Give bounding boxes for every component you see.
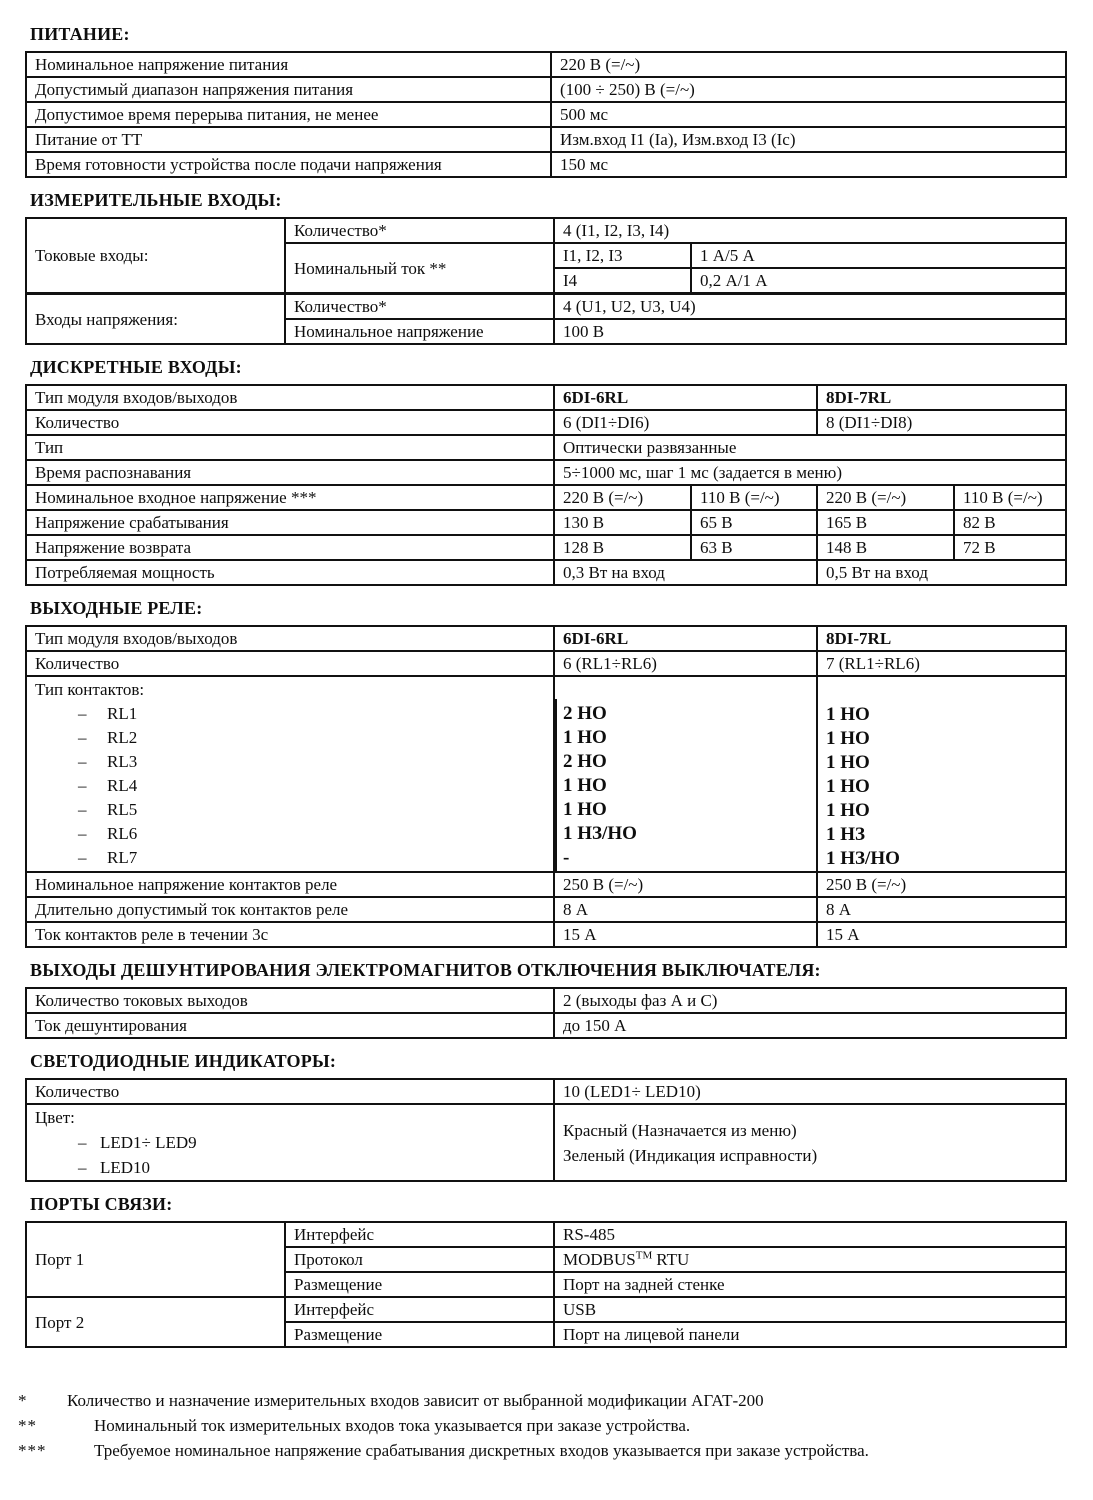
led-color-row (26, 1104, 1066, 1181)
relay-name: RL4 (107, 776, 138, 795)
table-row (26, 152, 1066, 177)
spec-label: Тип модуля входов/выходов (26, 626, 554, 651)
table-row (26, 560, 1066, 585)
table-row (26, 385, 1066, 410)
led-indicators-table (25, 1078, 1067, 1182)
list-dash: – (78, 728, 87, 747)
spec-value: 165 В (817, 510, 954, 535)
spec-label: Потребляемая мощность (26, 560, 554, 585)
spec-value: 5÷1000 мс, шаг 1 мс (задается в меню) (554, 460, 1066, 485)
footnote-marker: *** (18, 1441, 47, 1460)
spec-value: RS-485 (554, 1222, 1066, 1247)
contact-value: 1 НО (826, 704, 870, 725)
spec-value: 2 (выходы фаз А и С) (554, 988, 1066, 1013)
contact-value: 1 НО (826, 752, 870, 773)
spec-value: 0,2 А/1 А (691, 268, 1066, 294)
table-row (26, 535, 1066, 560)
spec-value: (100 ÷ 250) В (=/~) (551, 77, 1066, 102)
shunt-outputs-table (25, 987, 1067, 1039)
spec-sublabel: I1, I2, I3 (554, 243, 691, 268)
spec-value: 65 В (691, 510, 817, 535)
module-header-8di7rl: 8DI-7RL (817, 626, 1066, 651)
spec-value: 6 (RL1÷RL6) (554, 651, 817, 676)
list-dash: – (78, 776, 87, 795)
led-color-label-cell (26, 1104, 554, 1181)
spec-value: 250 В (=/~) (554, 872, 817, 897)
table-row (26, 77, 1066, 102)
table-row (26, 872, 1066, 897)
led-name: LED10 (100, 1158, 151, 1177)
spec-value: до 150 А (554, 1013, 1066, 1038)
table-row (26, 127, 1066, 152)
spec-value: 1 А/5 А (691, 243, 1066, 268)
spec-label: Ток дешунтирования (26, 1013, 554, 1038)
footnotes (0, 1388, 1093, 1463)
section-heading-output-relays: ВЫХОДНЫЕ РЕЛЕ: (30, 598, 203, 618)
spec-value: 128 В (554, 535, 691, 560)
spec-label: Количество токовых выходов (26, 988, 554, 1013)
spec-value: 6 (DI1÷DI6) (554, 410, 817, 435)
spec-label: Номинальное напряжение (285, 319, 554, 344)
spec-value: 110 В (=/~) (691, 485, 817, 510)
list-dash: – (78, 752, 87, 771)
list-dash: – (78, 1158, 87, 1177)
spec-label: Питание от ТТ (26, 127, 551, 152)
table-row (26, 410, 1066, 435)
contact-value: 1 НО (826, 728, 870, 749)
led-color-value: Зеленый (Индикация исправности) (563, 1145, 818, 1165)
spec-label: Интерфейс (285, 1222, 554, 1247)
table-row (26, 435, 1066, 460)
module-header-8di7rl: 8DI-7RL (817, 385, 1066, 410)
footnote-marker: ** (18, 1416, 37, 1435)
spec-label: Номинальный ток ** (285, 243, 554, 294)
spec-value: 100 В (554, 319, 1066, 344)
spec-label: Номинальное напряжение контактов реле (26, 872, 554, 897)
table-row (26, 1079, 1066, 1104)
spec-label: Количество (26, 1079, 554, 1104)
contact-value: 1 НЗ/НО (563, 823, 637, 844)
spec-value: 0,5 Вт на вход (817, 560, 1066, 585)
list-dash: – (78, 1133, 87, 1152)
footnote-marker: * (18, 1391, 28, 1410)
spec-label: Ток контактов реле в течении 3с (26, 922, 554, 947)
spec-label: Количество* (285, 294, 554, 320)
spec-value: 220 В (=/~) (551, 52, 1066, 77)
spec-value-protocol (554, 1247, 1066, 1272)
list-dash: – (78, 848, 87, 867)
spec-label: Допустимое время перерыва питания, не менее (26, 102, 551, 127)
table-row (26, 651, 1066, 676)
relay-name: RL3 (107, 752, 138, 771)
contact-value: 2 НО (563, 703, 607, 724)
relay-name: RL1 (107, 704, 138, 723)
measuring-inputs-table (25, 217, 1067, 345)
contact-value: 1 НЗ (826, 824, 866, 845)
section-heading-shunt-outputs: ВЫХОДЫ ДЕШУНТИРОВАНИЯ ЭЛЕКТРОМАГНИТОВ ОТКЛЮЧЕНИЯ ВЫКЛЮЧАТЕЛЯ: (30, 960, 821, 980)
spec-value: Порт на задней стенке (554, 1272, 1066, 1297)
relay-contacts-label-cell (26, 676, 554, 872)
comm-ports-table (25, 1221, 1067, 1348)
contact-value: 1 НО (563, 727, 607, 748)
list-item (35, 846, 545, 870)
spec-label: Тип модуля входов/выходов (26, 385, 554, 410)
spec-value: 4 (U1, U2, U3, U4) (554, 294, 1066, 320)
relay-contacts-values-6di6rl (554, 676, 817, 872)
list-item (35, 822, 545, 846)
contact-value: 1 НО (826, 800, 870, 821)
spec-value: 0,3 Вт на вход (554, 560, 817, 585)
list-item (35, 1130, 545, 1155)
spec-label: Размещение (285, 1272, 554, 1297)
spec-label: Длительно допустимый ток контактов реле (26, 897, 554, 922)
list-item (35, 750, 545, 774)
list-dash: – (78, 824, 87, 843)
relay-contacts-row (26, 676, 1066, 872)
contact-value: 1 НО (563, 775, 607, 796)
spec-label: Напряжение возврата (26, 535, 554, 560)
spec-label: Напряжение срабатывания (26, 510, 554, 535)
spec-value: 82 В (954, 510, 1066, 535)
spec-label: Номинальное входное напряжение *** (26, 485, 554, 510)
spec-value: 110 В (=/~) (954, 485, 1066, 510)
spec-value: 10 (LED1÷ LED10) (554, 1079, 1066, 1104)
list-item (35, 798, 545, 822)
table-row (26, 897, 1066, 922)
contact-value: - (563, 847, 570, 868)
spec-label: Тип (26, 435, 554, 460)
discrete-inputs-table (25, 384, 1067, 586)
contact-value: 1 НО (826, 776, 870, 797)
contacts-title: Тип контактов: (35, 680, 145, 699)
spec-value: 8 (DI1÷DI8) (817, 410, 1066, 435)
table-row (26, 294, 1066, 320)
table-row (26, 1297, 1066, 1322)
spec-value: 4 (I1, I2, I3, I4) (554, 218, 1066, 243)
section-heading-led-indicators: СВЕТОДИОДНЫЕ ИНДИКАТОРЫ: (30, 1051, 337, 1071)
table-row (26, 922, 1066, 947)
list-item (35, 774, 545, 798)
led-color-values-cell (554, 1104, 1066, 1181)
list-item (35, 1155, 545, 1180)
footnote-text: Номинальный ток измерительных входов тока указывается при заказе устройства. (94, 1416, 691, 1435)
spec-value: 148 В (817, 535, 954, 560)
spec-value: 220 В (=/~) (554, 485, 691, 510)
group-label-voltage-inputs: Входы напряжения: (26, 294, 285, 345)
spec-label: Время распознавания (26, 460, 554, 485)
spec-value: 250 В (=/~) (817, 872, 1066, 897)
spec-value: 220 В (=/~) (817, 485, 954, 510)
group-label-port1: Порт 1 (26, 1222, 285, 1297)
spec-label: Количество* (285, 218, 554, 243)
section-heading-power: ПИТАНИЕ: (30, 24, 130, 44)
spec-value: 8 А (817, 897, 1066, 922)
contact-value: 2 НО (563, 751, 607, 772)
footnote-text: Количество и назначение измерительных входов зависит от выбранной модификации АГАТ-200 (67, 1391, 764, 1410)
led-name: LED1÷ LED9 (100, 1133, 197, 1152)
spec-value: 150 мс (551, 152, 1066, 177)
spec-value: 500 мс (551, 102, 1066, 127)
spec-value: USB (554, 1297, 1066, 1322)
module-header-6di6rl: 6DI-6RL (554, 626, 817, 651)
led-color-value: Красный (Назначается из меню) (563, 1120, 797, 1140)
color-title: Цвет: (35, 1108, 75, 1127)
module-header-6di6rl: 6DI-6RL (554, 385, 817, 410)
table-row (26, 1222, 1066, 1247)
table-row (26, 52, 1066, 77)
contact-value: 1 НО (563, 799, 607, 820)
relay-name: RL7 (107, 848, 138, 867)
relay-name: RL5 (107, 800, 138, 819)
spec-value: 8 А (554, 897, 817, 922)
table-row (26, 460, 1066, 485)
footnote (0, 1388, 1093, 1413)
spec-label: Время готовности устройства после подачи напряжения (26, 152, 551, 177)
section-heading-measuring-inputs: ИЗМЕРИТЕЛЬНЫЕ ВХОДЫ: (30, 190, 282, 210)
spec-label: Интерфейс (285, 1297, 554, 1322)
spec-value: 15 А (554, 922, 817, 947)
spec-label: Размещение (285, 1322, 554, 1347)
contact-value: 1 НЗ/НО (826, 848, 900, 869)
list-item (35, 726, 545, 750)
group-label-current-inputs: Токовые входы: (26, 218, 285, 294)
group-label-port2: Порт 2 (26, 1297, 285, 1347)
spec-value: 15 А (817, 922, 1066, 947)
power-table (25, 51, 1067, 178)
relay-name: RL6 (107, 824, 138, 843)
section-heading-discrete-inputs: ДИСКРЕТНЫЕ ВХОДЫ: (30, 357, 242, 377)
table-row (26, 1013, 1066, 1038)
list-dash: – (78, 800, 87, 819)
table-row (26, 218, 1066, 243)
table-row (26, 626, 1066, 651)
spec-label: Протокол (285, 1247, 554, 1272)
spec-value: 63 В (691, 535, 817, 560)
output-relays-table (25, 625, 1067, 948)
list-dash: – (78, 704, 87, 723)
footnote-text: Требуемое номинальное напряжение срабатывания дискретных входов указывается при заказе устройства. (94, 1441, 869, 1460)
trademark-sup: TM (635, 1249, 653, 1262)
spec-value: 72 В (954, 535, 1066, 560)
section-heading-comm-ports: ПОРТЫ СВЯЗИ: (30, 1194, 173, 1214)
spec-label: Количество (26, 651, 554, 676)
list-item (35, 702, 545, 726)
spec-value: Оптически развязанные (554, 435, 1066, 460)
table-row (26, 102, 1066, 127)
relay-name: RL2 (107, 728, 138, 747)
relay-contacts-values-8di7rl (817, 676, 1066, 872)
footnote (0, 1438, 1093, 1463)
table-row (26, 988, 1066, 1013)
protocol-name: MODBUS (563, 1250, 636, 1269)
spec-label: Допустимый диапазон напряжения питания (26, 77, 551, 102)
table-row (26, 510, 1066, 535)
spec-label: Номинальное напряжение питания (26, 52, 551, 77)
spec-label: Количество (26, 410, 554, 435)
table-row (26, 485, 1066, 510)
footnote (0, 1413, 1093, 1438)
spec-value: 130 В (554, 510, 691, 535)
protocol-suffix: RTU (656, 1250, 690, 1269)
spec-value: Порт на лицевой панели (554, 1322, 1066, 1347)
spec-sublabel: I4 (554, 268, 691, 294)
spec-value: Изм.вход I1 (Ia), Изм.вход I3 (Ic) (551, 127, 1066, 152)
spec-value: 7 (RL1÷RL6) (817, 651, 1066, 676)
